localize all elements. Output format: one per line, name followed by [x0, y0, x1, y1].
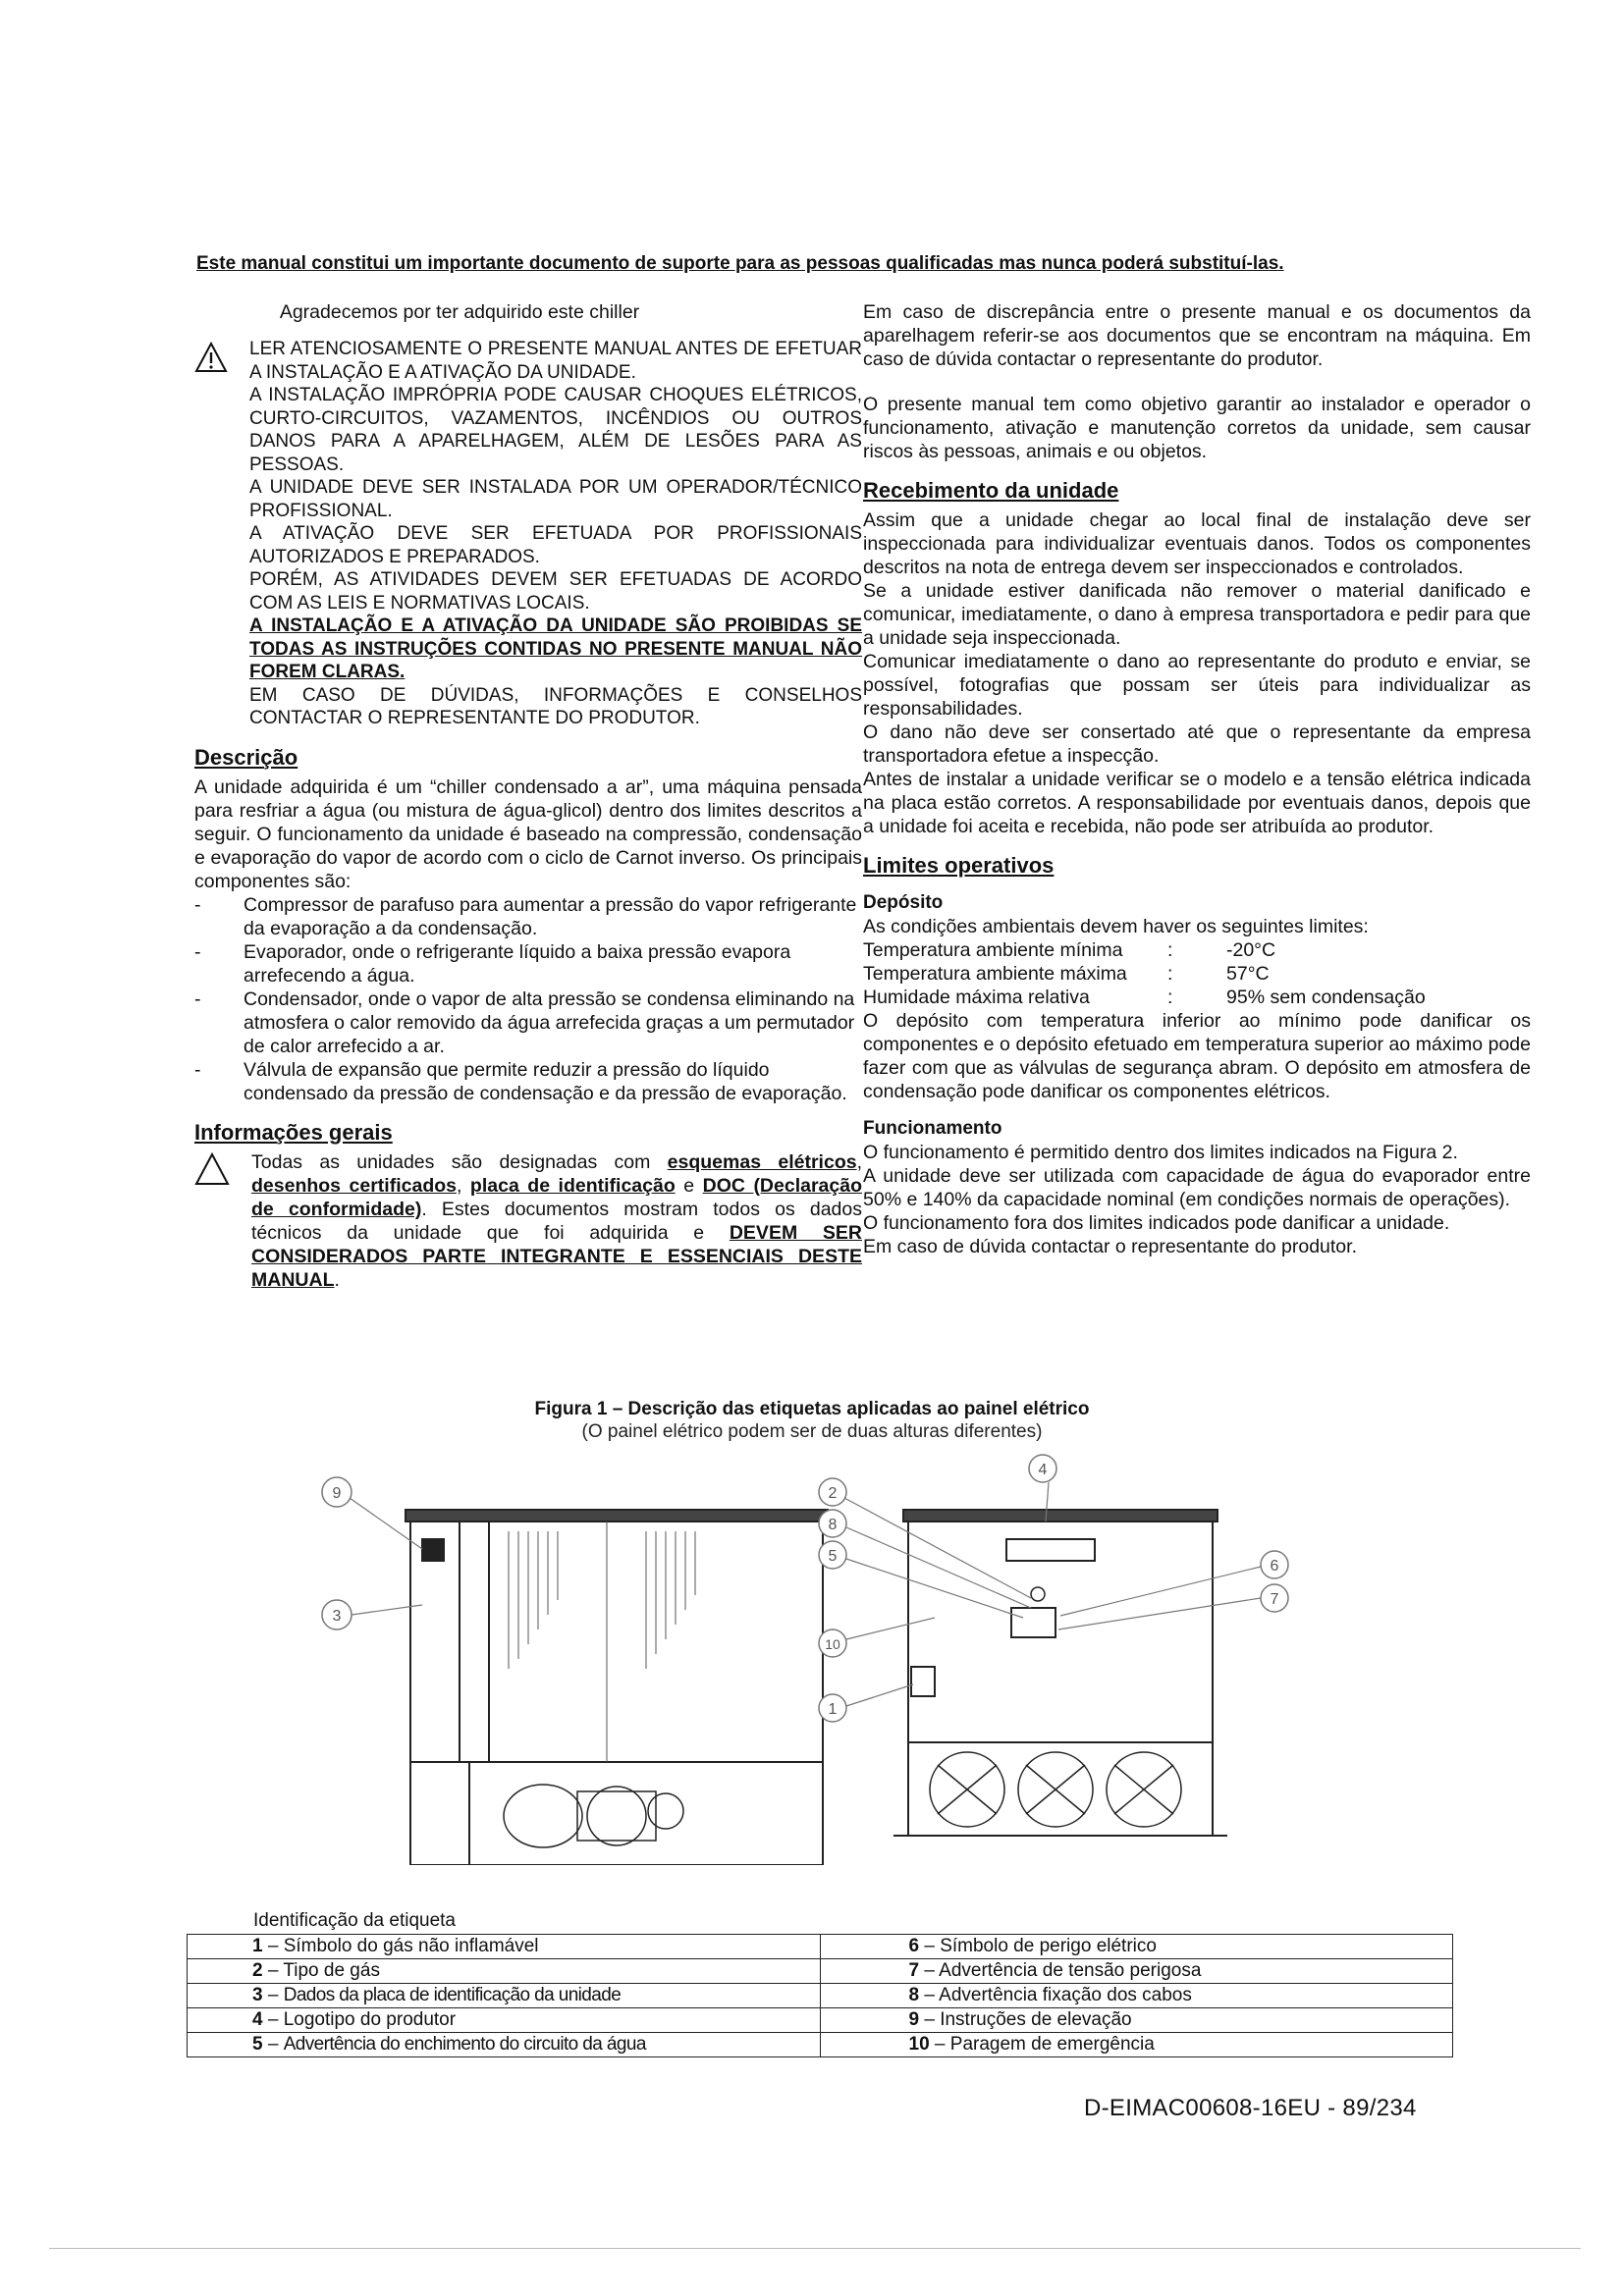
label-text: Instruções de elevação: [940, 2009, 1132, 2030]
info-link-desenhos: desenhos certificados: [251, 1174, 457, 1197]
info-emphasis: DEVEM SER CONSIDERADOS PARTE INTEGRANTE E ESSENCIAIS DESTE MANUAL: [251, 1221, 862, 1291]
info-block: [194, 1150, 862, 1292]
callout-number: 10: [825, 1636, 840, 1652]
label-cluster: [1011, 1608, 1056, 1637]
label-text: Advertência de tensão perigosa: [939, 1960, 1202, 1981]
table-cell: 10 – Paragem de emergência: [820, 2033, 1453, 2057]
thanks-line: Agradecemos por ter adquirido este chiller: [279, 301, 640, 323]
label-table-caption: Identificação da etiqueta: [253, 1910, 456, 1931]
label-number: 1: [252, 1936, 263, 1956]
section-title-informacoes: Informações gerais: [194, 1119, 393, 1145]
warning-line: EM CASO DE DÚVIDAS, INFORMAÇÕES E CONSELHOS CONTACTAR O REPRESENTANTE DO PRODUTOR.: [249, 684, 862, 728]
compressor-assembly: [504, 1785, 683, 1847]
label-number: 9: [908, 2009, 920, 2030]
limit-row: [863, 962, 1531, 986]
limit-label: Temperatura ambiente máxima: [863, 963, 1127, 985]
label-number: 3: [252, 1985, 263, 2005]
limit-label: Humidade máxima relativa: [863, 987, 1090, 1008]
label-text: Símbolo de perigo elétrico: [940, 1936, 1157, 1956]
warning-line: A INSTALAÇÃO IMPRÓPRIA PODE CAUSAR CHOQUES ELÉTRICOS, CURTO-CIRCUITOS, VAZAMENTOS, INCÊNDIOS OU OUTROS DANOS PARA A APARELHAGEM, ALÉM DE LESÕES PARA AS PESSOAS.: [249, 385, 862, 475]
callout-number: 2: [828, 1485, 838, 1502]
section-title-limites: Limites operativos: [863, 853, 1055, 878]
label-number: 10: [908, 2034, 930, 2055]
info-text: ,: [457, 1174, 470, 1197]
info-text: e: [675, 1174, 703, 1197]
section-title-descricao: Descrição: [194, 744, 298, 770]
subsection-title-funcionamento: Funcionamento: [863, 1118, 1002, 1139]
table-cell: 8 – Advertência fixação dos cabos: [820, 1984, 1453, 2008]
info-text: . Estes documentos mostram todos os dados técnicos da unidade que foi adquirida e: [251, 1198, 862, 1244]
page-footer-reference: D-EIMAC00608-16EU - 89/234: [1084, 2095, 1417, 2121]
warning-line: A ATIVAÇÃO DEVE SER EFETUADA POR PROFISSIONAIS AUTORIZADOS E PREPARADOS.: [249, 523, 862, 567]
label-number: 5: [252, 2034, 263, 2055]
callout-number: 8: [828, 1517, 838, 1533]
paragraph: Comunicar imediatamente o dano ao representante do produto e enviar, se possível, fotografias que possam ser úteis para individualizar as responsabilidades.: [863, 651, 1531, 720]
safety-warning: [194, 338, 862, 730]
warning-line: PORÉM, AS ATIVIDADES DEVEM SER EFETUADAS DE ACORDO COM AS LEIS E NORMATIVAS LOCAIS.: [249, 569, 862, 614]
table-row: [188, 1935, 1453, 1959]
label-number: 4: [252, 2009, 263, 2030]
table-cell: 9 – Instruções de elevação: [820, 2008, 1453, 2033]
label-text: Dados da placa de identificação da unidade: [283, 1985, 622, 2005]
label-number: 7: [908, 1960, 920, 1981]
callout-8: [819, 1510, 1031, 1608]
compressor-fans: [930, 1752, 1181, 1827]
bottom-rule: [49, 2248, 1581, 2249]
fan-deck: [903, 1510, 1218, 1522]
lower-left-frame: [410, 1762, 469, 1865]
paragraph: O dano não deve ser consertado até que o representante da empresa transportadora efetue a inspecção.: [863, 721, 1531, 767]
list-item: [194, 893, 862, 940]
subsection-title-deposito: Depósito: [863, 892, 944, 913]
paragraph: Se a unidade estiver danificada não remover o material danificado e comunicar, imediatamente, o dano à empresa transportadora e pedir para que a unidade seja inspeccionada.: [863, 580, 1531, 649]
limit-colon: :: [1167, 987, 1173, 1008]
paragraph: O funcionamento fora dos limites indicados pode danificar a unidade.: [863, 1212, 1450, 1234]
paragraph: As condições ambientais devem haver os seguintes limites:: [863, 916, 1369, 937]
callout-number: 3: [332, 1608, 342, 1625]
info-text: .: [334, 1268, 340, 1291]
paragraph: Em caso de dúvida contactar o representante do produtor.: [863, 1236, 1357, 1257]
warning-lines: [249, 338, 862, 730]
paragraph: O presente manual tem como objetivo garantir ao instalador e operador o funcionamento, ativação e manutenção corretos da unidade, sem causar riscos às pessoas, animais e ou objetos.: [863, 394, 1531, 462]
table-row: [188, 1984, 1453, 2008]
warning-triangle-icon: [194, 342, 228, 379]
paragraph: O depósito com temperatura inferior ao mínimo pode danificar os componentes e o depósito efetuado em temperatura superior ao máximo pode fazer com que as válvulas de segurança abram. O depósito em atmosfera de condensação pode danificar os componentes elétricos.: [863, 1010, 1531, 1102]
info-link-placa: placa de identificação: [469, 1174, 676, 1197]
list-dash: -: [194, 1058, 201, 1081]
warning-triangle-icon: [194, 1152, 230, 1192]
label-number: 2: [252, 1960, 263, 1981]
callout-2: [819, 1478, 1031, 1598]
list-item: [194, 988, 862, 1058]
table-cell: 6 – Símbolo de perigo elétrico: [820, 1935, 1453, 1959]
warning-bold-line: A INSTALAÇÃO E A ATIVAÇÃO DA UNIDADE SÃO PROIBIDAS SE TODAS AS INSTRUÇÕES CONTIDAS NO PRESENTE MANUAL NÃO FOREM CLARAS.: [249, 615, 862, 682]
callout-1: [819, 1684, 913, 1722]
list-dash: -: [194, 988, 201, 1010]
table-cell: 1 – Símbolo do gás não inflamável: [188, 1935, 821, 1959]
right-column: [863, 300, 1531, 1258]
table-row: [188, 1959, 1453, 1984]
warning-line: LER ATENCIOSAMENTE O PRESENTE MANUAL ANTES DE EFETUAR A INSTALAÇÃO E A ATIVAÇÃO DA UNIDADE.: [249, 339, 862, 383]
fan-deck: [406, 1510, 828, 1522]
limit-value: -20°C: [1226, 939, 1276, 961]
limit-colon: :: [1167, 939, 1173, 961]
warning-line: A UNIDADE DEVE SER INSTALADA POR UM OPERADOR/TÉCNICO PROFISSIONAL.: [249, 477, 862, 521]
paragraph: O funcionamento é permitido dentro dos limites indicados na Figura 2.: [863, 1142, 1458, 1163]
section-title-recebimento: Recebimento da unidade: [863, 478, 1119, 503]
paragraph: Em caso de discrepância entre o presente manual e os documentos da aparelhagem referir-se aos documentos que se encontram na máquina. Em caso de dúvida contactar o representante do produtor.: [863, 301, 1531, 370]
limit-row: [863, 986, 1531, 1009]
callout-number: 7: [1270, 1591, 1279, 1608]
info-text: ,: [856, 1150, 862, 1173]
label-number: 6: [908, 1936, 920, 1956]
paragraph: Antes de instalar a unidade verificar se o modelo e a tensão elétrica indicada na placa estão corretos. A responsabilidade por eventuais danos, depois que a unidade foi aceita e recebida, não pode ser atribuída ao produtor.: [863, 769, 1531, 837]
callout-10: [819, 1618, 935, 1657]
label-text: Advertência do enchimento do circuito da água: [283, 2034, 646, 2055]
coil-hatching: [509, 1522, 695, 1762]
component-list: [194, 893, 862, 1105]
left-column: [194, 300, 862, 1292]
lower-frame: [908, 1742, 1213, 1836]
upper-casing: [410, 1522, 823, 1762]
label-number: 8: [908, 1985, 920, 2005]
info-paragraph: [251, 1150, 862, 1292]
top-plate: [1006, 1539, 1095, 1561]
table-cell: 7 – Advertência de tensão perigosa: [820, 1959, 1453, 1984]
label-text: Símbolo do gás não inflamável: [283, 1936, 539, 1956]
callout-number: 9: [332, 1485, 342, 1502]
figure-subtitle: (O painel elétrico podem ser de duas alturas diferentes): [581, 1421, 1043, 1442]
intro-banner: Este manual constitui um importante documento de suporte para as pessoas qualificadas mas nunca poderá substituí-las.: [196, 253, 1284, 274]
table-cell: 3 – Dados da placa de identificação da unidade: [188, 1984, 821, 2008]
label-text: Advertência fixação dos cabos: [939, 1985, 1192, 2005]
callout-number: 1: [828, 1701, 838, 1718]
spacer: [863, 371, 1531, 393]
panel-label-plate: [422, 1539, 444, 1561]
table-row: [188, 2033, 1453, 2057]
list-item-text: Compressor de parafuso para aumentar a pressão do vapor refrigerante da evaporação a da condensação.: [244, 893, 857, 939]
callout-5: [819, 1541, 1023, 1618]
paragraph: A unidade deve ser utilizada com capacidade de água do evaporador entre 50% e 140% da capacidade nominal (em condições normais de operações).: [863, 1165, 1531, 1210]
list-item: [194, 1058, 862, 1105]
info-text: Todas as unidades são designadas com: [251, 1150, 668, 1173]
limit-colon: :: [1167, 963, 1173, 985]
emergency-box: [911, 1667, 935, 1696]
limit-value: 57°C: [1226, 963, 1270, 985]
label-table: [187, 1934, 1453, 2057]
list-item: [194, 940, 862, 988]
list-dash: -: [194, 940, 201, 963]
list-dash: -: [194, 893, 201, 916]
limit-label: Temperatura ambiente mínima: [863, 939, 1123, 961]
label-marker: [1031, 1587, 1045, 1601]
chiller-side-view-drawing: [312, 1472, 862, 1865]
list-item-text: Condensador, onde o vapor de alta pressão se condensa eliminando na atmosfera o calor removido da água arrefecida graças a um permutador de calor arrefecido a ar.: [244, 988, 855, 1057]
list-item-text: Válvula de expansão que permite reduzir a pressão do líquido condensado da pressão de condensação e da pressão de evaporação.: [244, 1058, 847, 1104]
info-link-esquemas: esquemas elétricos: [667, 1150, 857, 1173]
chiller-front-view-drawing: [805, 1451, 1316, 1863]
list-item-text: Evaporador, onde o refrigerante líquido a baixa pressão evapora arrefecendo a água.: [244, 940, 791, 987]
callout-number: 4: [1038, 1462, 1048, 1478]
label-text: Logotipo do produtor: [283, 2009, 457, 2030]
table-cell: 2 – Tipo de gás: [188, 1959, 821, 1984]
figure-title: Figura 1 – Descrição das etiquetas aplicadas ao painel elétrico: [534, 1399, 1090, 1419]
callout-number: 6: [1270, 1558, 1279, 1575]
descricao-paragraph: A unidade adquirida é um “chiller condensado a ar”, uma máquina pensada para resfriar a água (ou mistura de água-glicol) dentro dos limites descritos a seguir. O funcionamento da unidade é baseado na compressão, condensação e evaporação do vapor de acordo com o ciclo de Carnot inverso. Os principais componentes são:: [194, 775, 862, 892]
table-cell: 4 – Logotipo do produtor: [188, 2008, 821, 2033]
callout-3: [322, 1600, 422, 1629]
front-casing: [908, 1522, 1213, 1742]
paragraph: Assim que a unidade chegar ao local final de instalação deve ser inspeccionada para individualizar eventuais danos. Todos os componentes descritos na nota de entrega devem ser inspeccionados e controlados.: [863, 509, 1531, 578]
callout-7: [1058, 1584, 1288, 1629]
table-row: [188, 2008, 1453, 2033]
label-text: Paragem de emergência: [949, 2034, 1155, 2055]
info-link-doc: DOC (Declaração de conformidade): [251, 1174, 863, 1220]
limit-value: 95% sem condensação: [1226, 987, 1426, 1008]
limit-row: [863, 938, 1531, 962]
callout-number: 5: [828, 1548, 838, 1565]
label-text: Tipo de gás: [283, 1960, 380, 1981]
table-cell: 5 – Advertência do enchimento do circuito da água: [188, 2033, 821, 2057]
